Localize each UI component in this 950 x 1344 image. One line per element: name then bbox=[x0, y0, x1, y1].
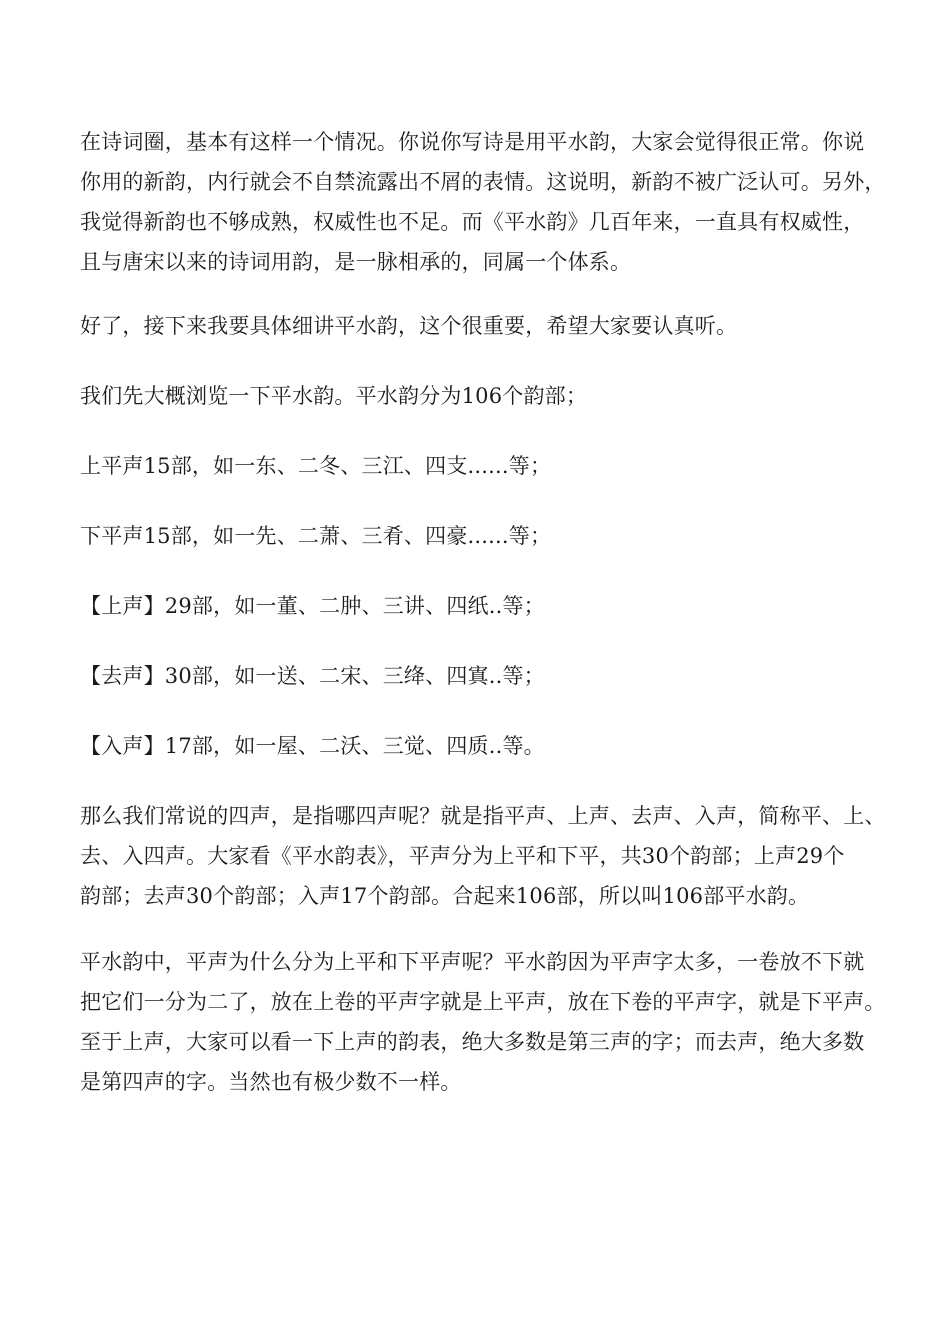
paragraph-xia-ping bbox=[80, 516, 880, 556]
text-line: 【上声】29部，如一董、二肿、三讲、四纸..等； bbox=[80, 594, 545, 618]
text-line: 把它们一分为二了，放在上卷的平声字就是上平声，放在下卷的平声字，就是下平声。 bbox=[80, 990, 886, 1014]
text-line: 至于上声，大家可以看一下上声的韵表，绝大多数是第三声的字；而去声，绝大多数 bbox=[80, 1030, 865, 1054]
text-line: 【入声】17部，如一屋、二沃、三觉、四质..等。 bbox=[80, 734, 545, 758]
text-line: 好了，接下来我要具体细讲平水韵，这个很重要，希望大家要认真听。 bbox=[80, 314, 738, 338]
text-line: 我们先大概浏览一下平水韵。平水韵分为106个韵部； bbox=[80, 384, 588, 408]
text-line: 去、入四声。大家看《平水韵表》，平声分为上平和下平，共30个韵部；上声29个 bbox=[80, 844, 845, 868]
text-line: 下平声15部，如一先、二萧、三肴、四豪......等； bbox=[80, 524, 552, 548]
text-line: 我觉得新韵也不够成熟，权威性也不足。而《平水韵》几百年来，一直具有权威性， bbox=[80, 210, 865, 234]
text-line: 那么我们常说的四声，是指哪四声呢？就是指平声、上声、去声、入声，简称平、上、 bbox=[80, 804, 886, 828]
text-line: 你用的新韵，内行就会不自禁流露出不屑的表情。这说明，新韵不被广泛认可。另外， bbox=[80, 170, 886, 194]
text-line: 在诗词圈，基本有这样一个情况。你说你写诗是用平水韵，大家会觉得很正常。你说 bbox=[80, 130, 865, 154]
text-line: 且与唐宋以来的诗词用韵，是一脉相承的，同属一个体系。 bbox=[80, 250, 632, 274]
text-line: 韵部；去声30个韵部；入声17个韵部。合起来106部，所以叫106部平水韵。 bbox=[80, 884, 810, 908]
text-line: 【去声】30部，如一送、二宋、三绛、四寘..等； bbox=[80, 664, 545, 688]
text-line: 上平声15部，如一东、二冬、三江、四支......等； bbox=[80, 454, 552, 478]
paragraph-overview bbox=[80, 376, 880, 416]
document-page bbox=[80, 122, 886, 1102]
text-line: 平水韵中，平声为什么分为上平和下平声呢？平水韵因为平声字太多，一卷放不下就 bbox=[80, 950, 865, 974]
paragraph-shang-sheng bbox=[80, 586, 880, 626]
paragraph-intro bbox=[80, 122, 886, 282]
text-line: 是第四声的字。当然也有极少数不一样。 bbox=[80, 1070, 462, 1094]
paragraph-four-tones bbox=[80, 796, 886, 916]
paragraph-ru-sheng bbox=[80, 726, 880, 766]
paragraph-shang-ping bbox=[80, 446, 880, 486]
paragraph-qu-sheng bbox=[80, 656, 880, 696]
paragraph-ping-split bbox=[80, 942, 886, 1102]
paragraph-transition bbox=[80, 306, 880, 346]
